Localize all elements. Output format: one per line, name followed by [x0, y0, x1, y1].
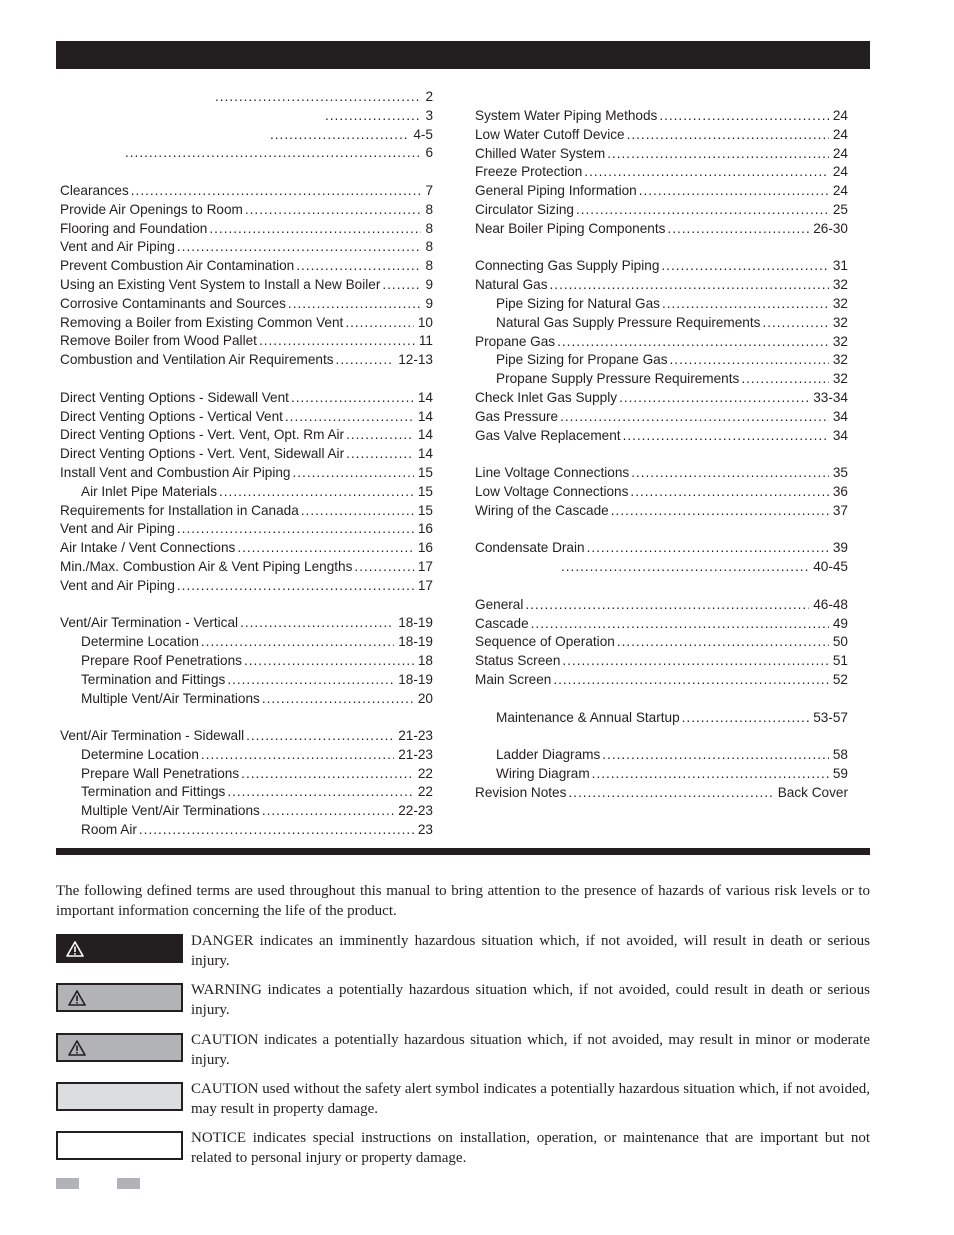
- toc-leader-dots: [670, 351, 829, 370]
- toc-entry-title: Line Voltage Connections: [475, 465, 630, 481]
- toc-entry-page: 23: [417, 822, 433, 838]
- toc-leader-dots: [762, 314, 828, 333]
- toc-entry-page: 8: [425, 201, 433, 217]
- toc-entry-page: 31: [832, 258, 848, 274]
- toc-entry: [475, 502, 848, 521]
- toc-entry-page: 49: [832, 615, 848, 631]
- toc-leader-dots: [301, 502, 414, 521]
- toc-entry-title: Air Intake / Vent Connections: [60, 540, 236, 556]
- toc-entry-title: Install Vent and Combustion Air Piping: [60, 464, 291, 480]
- toc-entry: [475, 427, 848, 446]
- toc-leader-dots: [557, 333, 829, 352]
- toc-entry-page: 24: [832, 126, 848, 142]
- toc-leader-dots: [219, 483, 414, 502]
- toc-entry-title: Propane Gas: [475, 333, 556, 349]
- toc-entry: [60, 126, 433, 145]
- toc-entry-title: Min./Max. Combustion Air & Vent Piping Lengths: [60, 558, 353, 574]
- toc-entry-page: 18-19: [398, 634, 433, 650]
- toc-entry-title: Clearances: [60, 182, 129, 198]
- toc-entry-page: 22: [417, 765, 433, 781]
- toc-entry: [60, 426, 433, 445]
- toc-entry-title: Near Boiler Piping Components: [475, 220, 666, 236]
- toc-entry-title: Requirements for Installation in Canada: [60, 502, 299, 518]
- warning-triangle-icon: [68, 1040, 86, 1056]
- toc-entry: [475, 182, 848, 201]
- toc-entry-title: Prevent Combustion Air Contamination: [60, 258, 295, 274]
- toc-spacer: [60, 163, 433, 182]
- caution-no-symbol-definition: CAUTION used without the safety alert symbol indicates a potentially hazardous situation which, if not avoided, may result in property damage.: [191, 1081, 870, 1117]
- toc-entry: [60, 802, 433, 821]
- toc-entry: [60, 821, 433, 840]
- toc-leader-dots: [623, 427, 829, 446]
- toc-entry: [475, 483, 848, 502]
- toc-entry-page: 58: [832, 747, 848, 763]
- toc-entry-page: 21-23: [398, 746, 433, 762]
- toc-entry: [60, 539, 433, 558]
- toc-leader-dots: [592, 765, 829, 784]
- toc-entry-page: 9: [425, 276, 433, 292]
- toc-entry: [475, 201, 848, 220]
- toc-leader-dots: [215, 88, 421, 107]
- toc-leader-dots: [619, 389, 809, 408]
- toc-entry-page: 22: [417, 784, 433, 800]
- toc-right-column: [475, 107, 848, 802]
- toc-entry-title: Vent/Air Termination - Sidewall: [60, 728, 245, 744]
- toc-leader-dots: [336, 351, 395, 370]
- toc-entry-title: Vent/Air Termination - Vertical: [60, 615, 239, 631]
- toc-entry-page: 14: [417, 446, 433, 462]
- toc-entry-title: Check Inlet Gas Supply: [475, 389, 618, 405]
- toc-entry: [60, 182, 433, 201]
- toc-entry: [475, 370, 848, 389]
- toc-entry-title: Sequence of Operation: [475, 634, 615, 650]
- toc-entry-title: Pipe Sizing for Natural Gas: [496, 295, 660, 311]
- toc-entry-page: 21-23: [398, 728, 433, 744]
- toc-entry-page: 20: [417, 690, 433, 706]
- toc-entry: [60, 746, 433, 765]
- toc-leader-dots: [296, 257, 421, 276]
- toc-entry: [60, 558, 433, 577]
- toc-leader-dots: [291, 389, 414, 408]
- toc-entry: [60, 671, 433, 690]
- toc-entry: [475, 746, 848, 765]
- toc-entry-title: General: [475, 596, 524, 612]
- toc-leader-dots: [241, 765, 414, 784]
- toc-leader-dots: [602, 746, 829, 765]
- toc-entry-title: Gas Valve Replacement: [475, 427, 621, 443]
- toc-entry-title: Circulator Sizing: [475, 201, 574, 217]
- toc-leader-dots: [237, 539, 414, 558]
- toc-leader-dots: [667, 220, 809, 239]
- toc-entry-title: Determine Location: [81, 746, 199, 762]
- toc-entry: [60, 220, 433, 239]
- toc-entry-page: 14: [417, 389, 433, 405]
- toc-entry-page: 16: [417, 521, 433, 537]
- toc-entry: [475, 351, 848, 370]
- toc-entry-title: Flooring and Foundation: [60, 220, 208, 236]
- toc-entry: [60, 107, 433, 126]
- toc-entry: [475, 314, 848, 333]
- footer-mark-right: [117, 1178, 140, 1189]
- toc-entry-page: 4-5: [413, 126, 433, 142]
- toc-leader-dots: [662, 295, 829, 314]
- toc-entry-page: 15: [417, 502, 433, 518]
- toc-entry: [60, 144, 433, 163]
- toc-leader-dots: [270, 126, 409, 145]
- toc-entry: [475, 295, 848, 314]
- toc-entry-page: 50: [832, 634, 848, 650]
- toc-entry-title: Ladder Diagrams: [496, 747, 601, 763]
- toc-entry-title: Direct Venting Options - Vert. Vent, Sidewall Air: [60, 446, 345, 462]
- toc-leader-dots: [661, 257, 828, 276]
- warning-triangle-icon: [68, 990, 86, 1006]
- toc-entry: [60, 483, 433, 502]
- toc-entry: [60, 295, 433, 314]
- toc-leader-dots: [561, 558, 809, 577]
- toc-entry-title: System Water Piping Methods: [475, 108, 658, 123]
- toc-entry: [475, 539, 848, 558]
- toc-spacer: [475, 521, 848, 540]
- toc-entry: [60, 201, 433, 220]
- toc-entry-page: 24: [832, 183, 848, 199]
- toc-entry-title: Termination and Fittings: [81, 784, 226, 800]
- toc-entry-title: Natural Gas Supply Pressure Requirements: [496, 314, 761, 330]
- toc-entry: [475, 671, 848, 690]
- toc-entry-page: 32: [832, 295, 848, 311]
- toc-entry-page: 6: [425, 145, 433, 161]
- toc-entry-page: 8: [425, 220, 433, 236]
- toc-entry-page: 53-57: [813, 709, 848, 725]
- toc-leader-dots: [325, 107, 421, 126]
- toc-entry-title: Prepare Roof Penetrations: [81, 652, 242, 668]
- toc-spacer: [60, 596, 433, 615]
- toc-entry: [475, 464, 848, 483]
- toc-entry-title: Natural Gas: [475, 277, 548, 293]
- toc-entry: [60, 389, 433, 408]
- toc-entry: [60, 614, 433, 633]
- toc-spacer: [60, 370, 433, 389]
- toc-entry-page: 34: [832, 427, 848, 443]
- toc-spacer: [475, 239, 848, 258]
- toc-entry: [60, 464, 433, 483]
- toc-entry-page: 59: [832, 765, 848, 781]
- toc-entry-page: 26-30: [813, 220, 848, 236]
- toc-entry-title: Low Voltage Connections: [475, 483, 629, 499]
- toc-entry-title: Vent and Air Piping: [60, 577, 175, 593]
- toc-entry-title: Vent and Air Piping: [60, 521, 175, 537]
- toc-leader-dots: [177, 577, 414, 596]
- toc-entry-page: 18: [417, 652, 433, 668]
- toc-spacer: [475, 577, 848, 596]
- toc-entry-title: Wiring Diagram: [496, 765, 590, 781]
- toc-entry-title: General Piping Information: [475, 183, 637, 199]
- toc-leader-dots: [345, 314, 414, 333]
- toc-entry-title: Cascade: [475, 615, 529, 631]
- toc-leader-dots: [639, 182, 829, 201]
- toc-entry-page: 32: [832, 314, 848, 330]
- toc-entry-title: Freeze Protection: [475, 164, 583, 180]
- toc-leader-dots: [201, 633, 394, 652]
- toc-entry-title: Vent and Air Piping: [60, 239, 175, 255]
- toc-leader-dots: [568, 784, 773, 803]
- toc-entry-page: 32: [832, 371, 848, 387]
- toc-leader-dots: [262, 690, 414, 709]
- toc-entry-title: Provide Air Openings to Room: [60, 201, 243, 217]
- toc-entry: [475, 276, 848, 295]
- toc-leader-dots: [288, 295, 422, 314]
- toc-entry-page: 3: [425, 107, 433, 123]
- notice-label-box: [56, 1131, 183, 1160]
- toc-entry-page: 10: [417, 314, 433, 330]
- toc-leader-dots: [201, 746, 394, 765]
- toc-leader-dots: [227, 783, 414, 802]
- toc-entry: [475, 389, 848, 408]
- toc-entry-title: Using an Existing Vent System to Install a New Boiler: [60, 276, 381, 292]
- toc-spacer: [475, 727, 848, 746]
- toc-entry-title: Multiple Vent/Air Terminations: [81, 690, 260, 706]
- toc-entry-title: Prepare Wall Penetrations: [81, 765, 240, 781]
- toc-leader-dots: [562, 652, 828, 671]
- toc-entry-page: 52: [832, 671, 848, 687]
- toc-spacer: [475, 445, 848, 464]
- toc-entry-title: Revision Notes: [475, 784, 567, 800]
- toc-leader-dots: [292, 464, 413, 483]
- toc-leader-dots: [209, 220, 421, 239]
- toc-entry: [60, 783, 433, 802]
- toc-entry: [60, 633, 433, 652]
- toc-left-column: [60, 88, 433, 840]
- toc-entry-page: 24: [832, 145, 848, 161]
- toc-leader-dots: [131, 182, 422, 201]
- toc-entry: [60, 276, 433, 295]
- toc-entry: [475, 408, 848, 427]
- toc-entry-title: Termination and Fittings: [81, 671, 226, 687]
- toc-entry-title: Corrosive Contaminants and Sources: [60, 295, 286, 311]
- toc-entry-page: 22-23: [398, 803, 433, 819]
- toc-entry-page: 37: [832, 502, 848, 518]
- toc-entry: [475, 107, 848, 126]
- toc-entry: [475, 615, 848, 634]
- toc-entry-page: 51: [832, 653, 848, 669]
- toc-entry: [60, 690, 433, 709]
- toc-entry-page: 33-34: [813, 389, 848, 405]
- toc-leader-dots: [382, 276, 421, 295]
- notice-definition: NOTICE indicates special instructions on installation, operation, or maintenance that are important but not related to personal injury or property damage.: [191, 1130, 870, 1166]
- toc-entry-title: Air Inlet Pipe Materials: [81, 483, 217, 499]
- section-divider: [56, 848, 870, 855]
- toc-leader-dots: [354, 558, 413, 577]
- toc-entry: [475, 633, 848, 652]
- toc-entry-title: Room Air: [81, 822, 137, 838]
- toc-entry-page: 15: [417, 483, 433, 499]
- warning-label-box: [56, 983, 183, 1012]
- toc-leader-dots: [550, 276, 829, 295]
- toc-entry: [60, 257, 433, 276]
- toc-leader-dots: [659, 107, 829, 126]
- toc-leader-dots: [531, 615, 829, 634]
- toc-leader-dots: [262, 802, 394, 821]
- toc-entry: [60, 314, 433, 333]
- toc-entry: [475, 163, 848, 182]
- toc-entry-title: Removing a Boiler from Existing Common Vent: [60, 314, 344, 330]
- toc-entry-page: 32: [832, 333, 848, 349]
- toc-spacer: [475, 690, 848, 709]
- toc-entry-page: 12-13: [398, 352, 433, 368]
- caution-definition: CAUTION indicates a potentially hazardous situation which, if not avoided, may result in minor or moderate injury.: [191, 1032, 870, 1068]
- toc-leader-dots: [611, 502, 829, 521]
- toc-leader-dots: [682, 709, 810, 728]
- toc-entry: [60, 727, 433, 746]
- toc-entry-page: 8: [425, 258, 433, 274]
- toc-entry: [60, 351, 433, 370]
- toc-leader-dots: [346, 445, 414, 464]
- toc-entry-title: Remove Boiler from Wood Pallet: [60, 333, 257, 349]
- toc-entry-page: 9: [425, 295, 433, 311]
- caution-label-box: [56, 1033, 183, 1062]
- toc-entry: [475, 765, 848, 784]
- toc-leader-dots: [259, 332, 415, 351]
- toc-leader-dots: [139, 821, 414, 840]
- toc-entry: [60, 765, 433, 784]
- toc-entry: [475, 333, 848, 352]
- toc-entry-page: 7: [425, 182, 433, 198]
- toc-entry: [60, 502, 433, 521]
- toc-entry-page: 14: [417, 427, 433, 443]
- toc-entry: [475, 709, 848, 728]
- toc-entry-page: 16: [417, 540, 433, 556]
- toc-entry-page: 17: [417, 577, 433, 593]
- toc-leader-dots: [587, 539, 829, 558]
- toc-leader-dots: [227, 671, 394, 690]
- toc-entry-title: Propane Supply Pressure Requirements: [496, 371, 740, 387]
- toc-spacer: [60, 708, 433, 727]
- toc-entry-title: Direct Venting Options - Vert. Vent, Opt. Rm Air: [60, 427, 345, 443]
- toc-leader-dots: [525, 596, 809, 615]
- toc-entry-page: 46-48: [813, 596, 848, 612]
- toc-entry: [475, 220, 848, 239]
- warning-definition: WARNING indicates a potentially hazardous situation which, if not avoided, could result in death or serious injury.: [191, 982, 870, 1018]
- toc-entry-page: 24: [832, 108, 848, 123]
- toc-entry-page: 18-19: [398, 671, 433, 687]
- toc-entry-title: Direct Venting Options - Vertical Vent: [60, 408, 283, 424]
- toc-entry-title: Wiring of the Cascade: [475, 502, 609, 518]
- toc-leader-dots: [346, 426, 414, 445]
- toc-leader-dots: [631, 464, 829, 483]
- toc-entry-page: 24: [832, 164, 848, 180]
- toc-entry-page: 25: [832, 201, 848, 217]
- toc-entry: [60, 332, 433, 351]
- toc-entry-title: Connecting Gas Supply Piping: [475, 258, 660, 274]
- toc-entry-page: 35: [832, 465, 848, 481]
- toc-entry-page: 32: [832, 277, 848, 293]
- hazard-intro-text: The following defined terms are used throughout this manual to bring attention to the presence of hazards of various risk levels or to important information concerning the life of the product.: [56, 883, 870, 919]
- toc-leader-dots: [617, 633, 829, 652]
- toc-entry-title: Pipe Sizing for Propane Gas: [496, 352, 668, 368]
- toc-entry-title: Chilled Water System: [475, 145, 606, 161]
- toc-entry: [475, 652, 848, 671]
- toc-leader-dots: [576, 201, 829, 220]
- toc-entry-title: Gas Pressure: [475, 408, 559, 424]
- toc-entry-title: Combustion and Ventilation Air Requirements: [60, 352, 334, 368]
- toc-entry: [475, 596, 848, 615]
- toc-entry-page: 32: [832, 352, 848, 368]
- toc-entry-title: Low Water Cutoff Device: [475, 126, 625, 142]
- toc-entry-page: 18-19: [398, 615, 433, 631]
- header-bar: [56, 41, 870, 69]
- toc-entry: [475, 558, 848, 577]
- toc-entry-page: 17: [417, 558, 433, 574]
- toc-entry-title: Determine Location: [81, 634, 199, 650]
- toc-entry: [60, 520, 433, 539]
- toc-entry: [60, 445, 433, 464]
- toc-entry: [475, 145, 848, 164]
- footer-mark-left: [56, 1178, 79, 1189]
- toc-entry-page: Back Cover: [777, 784, 848, 800]
- toc-entry-title: Status Screen: [475, 653, 561, 669]
- toc-entry-title: Maintenance & Annual Startup: [496, 709, 680, 725]
- toc-entry: [60, 577, 433, 596]
- toc-leader-dots: [177, 520, 414, 539]
- toc-entry: [475, 257, 848, 276]
- toc-entry-page: 15: [417, 464, 433, 480]
- warning-triangle-icon: [66, 941, 84, 957]
- toc-leader-dots: [560, 408, 829, 427]
- toc-entry-page: 36: [832, 483, 848, 499]
- danger-definition: DANGER indicates an imminently hazardous situation which, if not avoided, will result in death or serious injury.: [191, 933, 870, 969]
- toc-leader-dots: [553, 671, 829, 690]
- toc-entry-page: 2: [425, 89, 433, 104]
- toc-entry-title: Direct Venting Options - Sidewall Vent: [60, 389, 289, 405]
- toc-leader-dots: [741, 370, 829, 389]
- toc-entry-title: Main Screen: [475, 671, 552, 687]
- toc-entry-page: 8: [425, 239, 433, 255]
- toc-leader-dots: [627, 126, 829, 145]
- toc-entry: [60, 238, 433, 257]
- toc-leader-dots: [607, 145, 829, 164]
- toc-leader-dots: [177, 238, 422, 257]
- toc-entry-title: Multiple Vent/Air Terminations: [81, 803, 260, 819]
- toc-entry-page: 34: [832, 408, 848, 424]
- toc-leader-dots: [244, 652, 414, 671]
- toc-entry-page: 39: [832, 540, 848, 556]
- toc-entry-title: Condensate Drain: [475, 540, 585, 556]
- caution-plain-label-box: [56, 1082, 183, 1111]
- toc-entry-page: 14: [417, 408, 433, 424]
- toc-entry: [60, 88, 433, 107]
- toc-entry-page: 40-45: [813, 559, 848, 575]
- toc-leader-dots: [125, 144, 421, 163]
- danger-label-box: [56, 934, 183, 963]
- toc-entry: [475, 126, 848, 145]
- toc-leader-dots: [240, 614, 394, 633]
- toc-entry: [475, 784, 848, 803]
- toc-leader-dots: [245, 201, 422, 220]
- toc-leader-dots: [630, 483, 828, 502]
- toc-entry: [60, 408, 433, 427]
- toc-entry-page: 11: [418, 333, 433, 349]
- toc-leader-dots: [285, 408, 414, 427]
- toc-leader-dots: [246, 727, 394, 746]
- toc-entry: [60, 652, 433, 671]
- toc-leader-dots: [584, 163, 829, 182]
